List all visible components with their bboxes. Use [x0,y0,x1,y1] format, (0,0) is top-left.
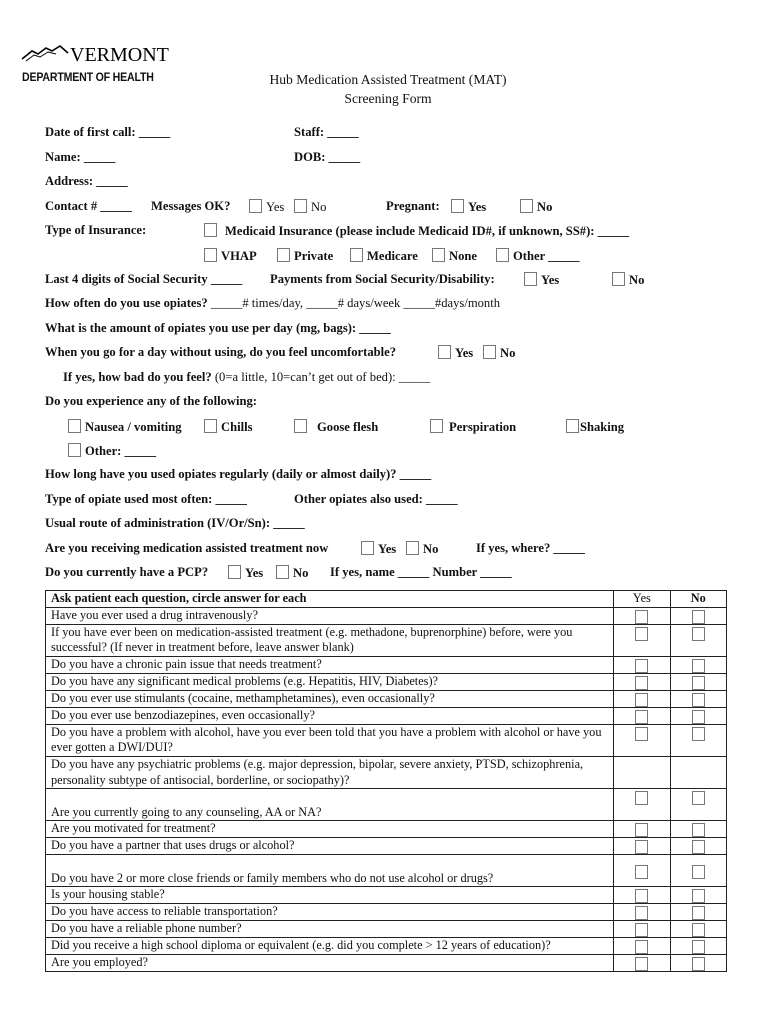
table-row [46,756,727,788]
payments-ss-no[interactable] [612,272,644,288]
checkbox[interactable] [451,199,464,213]
other-symptom-option[interactable] [68,443,156,459]
table-row [46,690,727,707]
route-field[interactable]: Usual route of administration (IV/Or/Sn): _____ [45,516,305,530]
yes-checkbox[interactable] [635,676,648,690]
checkbox[interactable] [406,541,419,555]
checkbox[interactable] [294,199,307,213]
checkbox[interactable] [276,565,289,579]
question-text: Do you have a partner that uses drugs or alcohol? [46,838,614,855]
receiving-mat-label: Are you receiving medication assisted treatment now [45,541,329,555]
question-text: Are you employed? [46,955,614,972]
checkbox[interactable] [249,199,262,213]
screening-questions-table [45,590,727,972]
table-row [46,938,727,955]
form-title [228,70,548,108]
no-checkbox[interactable] [692,710,705,724]
table-row [46,904,727,921]
dob-field[interactable]: DOB: _____ [294,150,361,164]
table-header-row [46,591,727,608]
no-checkbox[interactable] [692,906,705,920]
yes-checkbox[interactable] [635,727,648,741]
yes-checkbox[interactable] [635,659,648,673]
option-label: Private [294,249,334,263]
pregnant-label: Pregnant: [386,199,440,213]
medicaid-option[interactable] [204,223,629,239]
no-checkbox[interactable] [692,727,705,741]
checkbox[interactable] [496,248,509,262]
checkbox[interactable] [204,419,217,433]
perspiration-option[interactable] [430,419,516,435]
other-insurance-option[interactable] [496,248,580,264]
no-checkbox[interactable] [692,865,705,879]
checkbox[interactable] [228,565,241,579]
pcp-label: Do you currently have a PCP? [45,565,209,579]
option-label: Medicaid Insurance (please include Medicaid ID#, if unknown, SS#): _____ [225,224,630,238]
receiving-mat-yes[interactable] [361,541,396,557]
ssn-last4-field[interactable]: Last 4 digits of Social Security _____ [45,272,243,286]
table-row [46,855,727,887]
option-label: Yes [245,566,264,580]
table-row [46,607,727,624]
table-row [46,887,727,904]
uncomfortable-no[interactable] [483,345,515,361]
option-label: No [500,346,516,360]
yes-checkbox[interactable] [635,791,648,805]
no-checkbox[interactable] [692,659,705,673]
option-label: Nausea / vomiting [85,420,182,434]
option-label: No [311,200,327,214]
if-yes-where-field[interactable]: If yes, where? _____ [476,541,585,555]
no-checkbox[interactable] [692,823,705,837]
question-text: Do you have a reliable phone number? [46,921,614,938]
option-label: No [537,200,553,214]
table-row [46,624,727,656]
other-opiates-field[interactable]: Other opiates also used: _____ [294,492,458,506]
medicare-option[interactable] [350,248,418,264]
checkbox[interactable] [430,419,443,433]
yes-checkbox[interactable] [635,957,648,971]
option-label: None [449,249,477,263]
yes-checkbox[interactable] [635,710,648,724]
no-checkbox[interactable] [692,840,705,854]
option-label: Yes [455,346,474,360]
how-often-label: How often do you use opiates? [45,296,208,310]
question-text: Do you have any psychiatric problems (e.g. major depression, bipolar, severe anxiety, PTSD, schizophrenia, personality subtype of antisocial, borderline, or sociopathy)? [46,756,614,788]
experience-label: Do you experience any of the following: [45,394,257,408]
yes-checkbox[interactable] [635,889,648,903]
how-bad-field[interactable] [63,370,430,385]
table-row [46,955,727,972]
yes-checkbox[interactable] [635,693,648,707]
none-option[interactable] [432,248,477,264]
question-text: Do you have 2 or more close friends or family members who do not use alcohol or drugs? [46,855,614,887]
question-text: Are you motivated for treatment? [46,821,614,838]
goose-flesh-option[interactable] [294,419,378,435]
yes-checkbox[interactable] [635,940,648,954]
table-row [46,838,727,855]
question-text: If you have ever been on medication-assisted treatment (e.g. methadone, buprenorphine) before, were you successful? (If never in treatment before, leave answer blank) [46,624,614,656]
messages-ok-no[interactable] [294,199,326,215]
checkbox[interactable] [361,541,374,555]
how-bad-label: If yes, how bad do you feel? [63,370,212,384]
option-label: No [293,566,309,580]
question-text: Have you ever used a drug intravenously? [46,607,614,624]
option-label: Shaking [580,420,625,434]
shaking-option[interactable] [566,419,624,435]
no-checkbox[interactable] [692,610,705,624]
option-label: Yes [541,273,560,287]
yes-checkbox[interactable] [635,823,648,837]
chills-option[interactable] [204,419,253,435]
pregnant-no[interactable] [520,199,552,215]
question-text: Do you have any significant medical problems (e.g. Hepatitis, HIV, Diabetes)? [46,673,614,690]
no-checkbox[interactable] [692,940,705,954]
checkbox[interactable] [566,419,579,433]
option-label: No [629,273,645,287]
yes-checkbox[interactable] [635,906,648,920]
address-field[interactable]: Address: _____ [45,174,128,188]
no-checkbox[interactable] [692,923,705,937]
yes-checkbox[interactable] [635,610,648,624]
checkbox[interactable] [438,345,451,359]
no-checkbox[interactable] [692,889,705,903]
payments-ss-label: Payments from Social Security/Disability: [270,272,495,286]
option-label: Perspiration [449,420,517,434]
amount-field[interactable]: What is the amount of opiates you use per day (mg, bags): _____ [45,321,391,335]
yes-checkbox[interactable] [635,627,648,641]
option-label: VHAP [221,249,257,263]
table-row [46,724,727,756]
option-label: Yes [468,200,487,214]
how-bad-scale: (0=a little, 10=can’t get out of bed): _____ [214,370,431,384]
yes-checkbox[interactable] [635,840,648,854]
no-checkbox[interactable] [692,693,705,707]
yes-checkbox[interactable] [635,923,648,937]
question-text: Do you have a problem with alcohol, have you ever been told that you have a problem with alcohol or have you ever gotten a DWI/DUI? [46,724,614,756]
checkbox[interactable] [68,443,81,457]
pcp-name-field[interactable]: If yes, name _____ Number _____ [330,565,512,579]
pcp-no[interactable] [276,565,308,581]
checkbox[interactable] [204,223,217,237]
question-text: Do you ever use benzodiazepines, even occasionally? [46,707,614,724]
table-row [46,707,727,724]
no-checkbox[interactable] [692,676,705,690]
name-field[interactable]: Name: _____ [45,150,116,164]
table-row [46,921,727,938]
checkbox[interactable] [612,272,625,286]
question-text: Do you have access to reliable transportation? [46,904,614,921]
title-line-1: Hub Medication Assisted Treatment (MAT) [269,72,507,87]
question-text: Do you ever use stimulants (cocaine, methamphetamines), even occasionally? [46,690,614,707]
option-label: Goose flesh [317,420,379,434]
private-option[interactable] [277,248,333,264]
pcp-yes[interactable] [228,565,263,581]
option-label: Other _____ [513,249,580,263]
no-checkbox[interactable] [692,791,705,805]
pregnant-yes[interactable] [451,199,486,215]
uncomfortable-label: When you go for a day without using, do you feel uncomfortable? [45,345,397,359]
nausea-option[interactable] [68,419,182,435]
table-header-question: Ask patient each question, circle answer for each [46,591,614,608]
question-text: Do you have a chronic pain issue that needs treatment? [46,656,614,673]
logo-brand: VERMONT [70,44,169,66]
checkbox[interactable] [204,248,217,262]
option-label: No [423,542,439,556]
table-header-yes: Yes [614,591,670,608]
option-label: Other: _____ [85,444,156,458]
date-first-call-field[interactable]: Date of first call: _____ [45,125,171,139]
table-header-no: No [670,591,726,608]
no-checkbox[interactable] [692,957,705,971]
how-often-field[interactable] [45,296,500,311]
vhap-option[interactable] [204,248,257,264]
question-text: Are you currently going to any counseling, AA or NA? [46,789,614,821]
checkbox[interactable] [350,248,363,262]
option-label: Chills [221,420,253,434]
uncomfortable-yes[interactable] [438,345,473,361]
checkbox[interactable] [68,419,81,433]
title-line-2: Screening Form [344,91,432,106]
table-row [46,789,727,821]
checkbox[interactable] [483,345,496,359]
yes-checkbox[interactable] [635,865,648,879]
checkbox[interactable] [277,248,290,262]
option-label: Medicare [367,249,418,263]
logo-department: DEPARTMENT OF HEALTH [22,72,154,84]
question-text: Is your housing stable? [46,887,614,904]
payments-ss-yes[interactable] [524,272,559,288]
table-row [46,673,727,690]
contact-field[interactable]: Contact # _____ [45,199,132,213]
type-opiate-field[interactable]: Type of opiate used most often: _____ [45,492,247,506]
staff-field[interactable]: Staff: _____ [294,125,359,139]
receiving-mat-no[interactable] [406,541,438,557]
messages-ok-yes[interactable] [249,199,284,215]
checkbox[interactable] [524,272,537,286]
table-row [46,656,727,673]
checkbox[interactable] [520,199,533,213]
option-label: Yes [378,542,397,556]
how-long-field[interactable]: How long have you used opiates regularly (daily or almost daily)? _____ [45,467,432,481]
checkbox[interactable] [432,248,445,262]
option-label: Yes [266,200,285,214]
checkbox[interactable] [294,419,307,433]
no-checkbox[interactable] [692,627,705,641]
insurance-type-label: Type of Insurance: [45,223,147,237]
table-row [46,821,727,838]
question-text: Did you receive a high school diploma or equivalent (e.g. did you complete > 12 years of education)? [46,938,614,955]
messages-ok-label: Messages OK? [151,199,231,213]
how-often-detail: _____# times/day, _____# days/week _____#days/month [210,296,501,310]
